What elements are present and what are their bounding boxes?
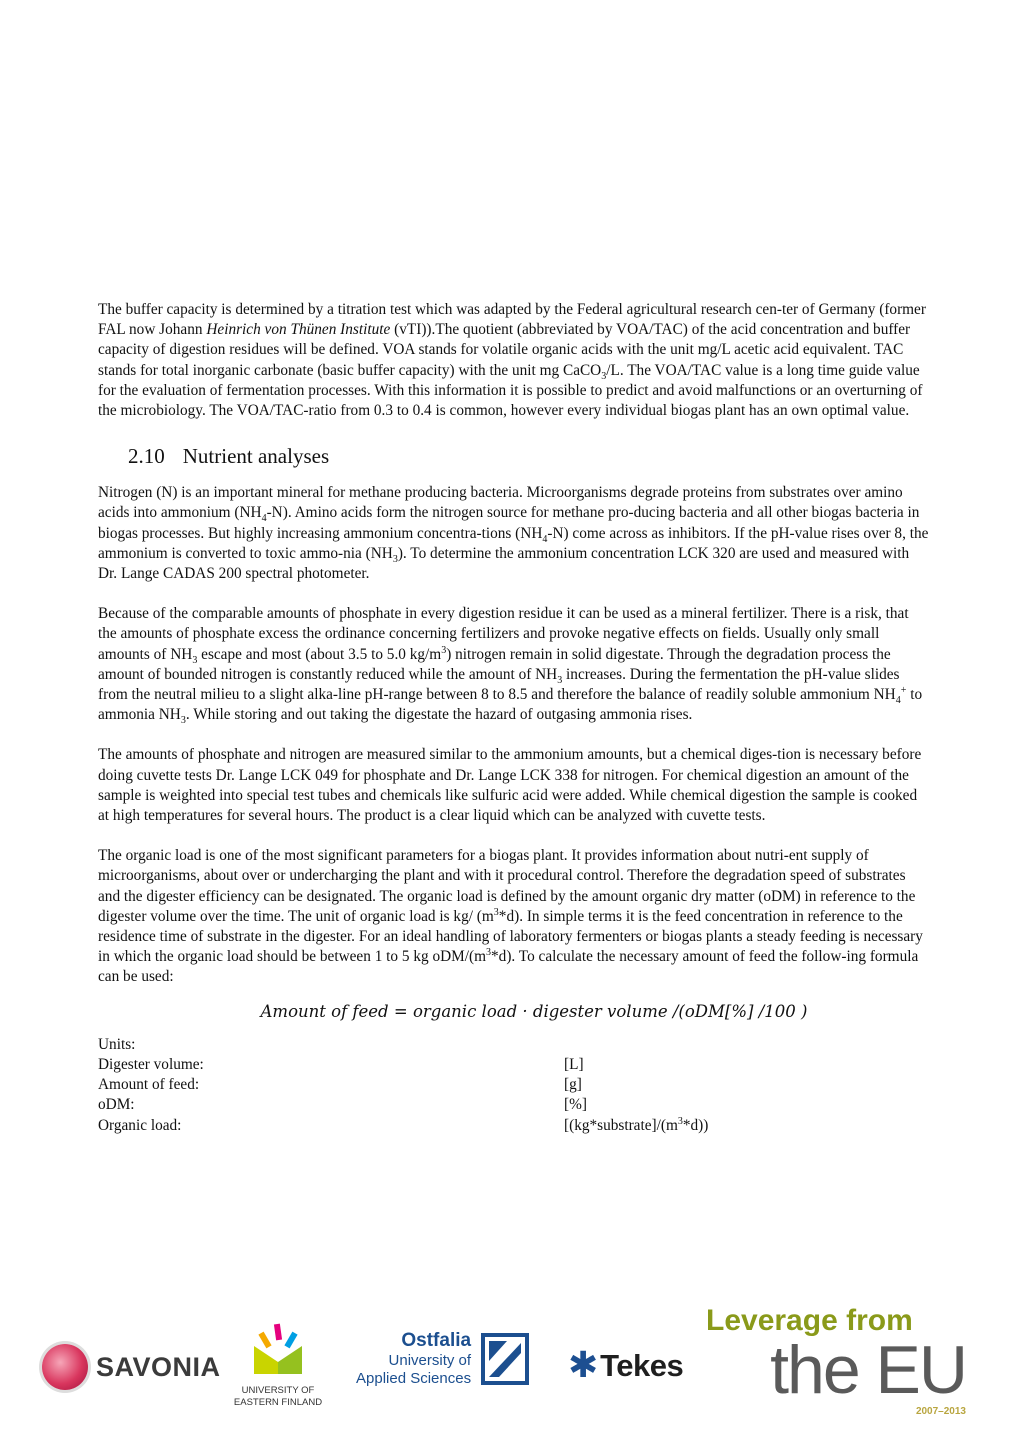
units-row: oDM: [%] (98, 1096, 587, 1114)
paragraph-buffer-capacity: The buffer capacity is determined by a titration test which was adapted by the Federal agricultural research cen-ter of Germany (former FAL now Johann Heinrich von Thünen Institute (vTI)).The quotient (abbreviated by VOA/TAC) of the acid concentration and buffer capacity of digestion residues will be defined. VOA stands for volatile organic acids with the unit mg/L acetic acid equivalent. TAC stands for total inorganic carbonate (basic buffer capacity) with the unit mg CaCO$_3$/L. The VOA/TAC value is a long time guide value for the evaluation of fermentation processes. With this information it is possible to predict and avoid malfunctions or an overturning of the microbiology. The VOA/TAC-ratio from 0.3 to 0.4 is common, however every individual biogas plant has an own optimal value. (98, 301, 926, 420)
section-title: Nutrient analyses (182, 444, 330, 469)
units-list (98, 1035, 930, 1136)
units-row: Digester volume: [L] (98, 1055, 584, 1073)
paragraph-phosphate: Because of the comparable amounts of phosphate in every digestion residue it can be used as a mineral fertilizer. There is a risk, that the amounts of phosphate excess the ordinance concerning fertilizers and provoke negative effects on fields. Usually only small amounts of $NH_3$ escape and most (about 3.5 to 5.0 $kg/m^3$) nitrogen remain in solid digestate. Through the degradation process the amount of bounded nitrogen is constantly reduced while the amount of $NH_3$ increases. During the fermentation the pH-value slides from the neutral milieu to a slight alka-line pH-range between 8 to 8.5 and therefore the balance of readily soluble ammonium $NH_4^+$ to ammonia $NH_3$. While storing and out taking the digestate the hazard of outgasing ammonia rises. (98, 605, 923, 727)
ostfalia-logo: Ostfalia University of Applied Sciences (356, 1330, 529, 1388)
paragraph-organic-load: The organic load is one of the most significant parameters for a biogas plant. It provides information about nutri-ent supply of microorganisms, about over or undercharging the plant and with it procedural control. Therefore the degradation speed of substrates and the digester efficiency can be designated. The organic load is defined by the amount organic dry matter (oDM) in reference to the digester volume over the time. The unit of organic load is kg/ $(m^3*d)$. In simple terms it is the feed concentration in reference to the residence time of substrate in the digester. For an ideal handling of laboratory fermenters or biogas plants a steady feeding is necessary in which the organic load should be between 1 to 5 kg oDM/$(m^3*d)$. To calculate the necessary amount of feed the follow-ing formula can be used: (98, 847, 923, 986)
tekes-star-icon: ✱ (568, 1345, 599, 1386)
units-row: Organic load: $[(kg*substrate]/(m^3*d))$ (98, 1115, 709, 1134)
paragraph-digestion: The amounts of phosphate and nitrogen are measured similar to the ammonium amounts, but a chemical diges-tion is necessary before doing cuvette tests Dr. Lange LCK 049 for phosphate and Dr. Lange LCK 338 for nitrogen. For chemical digestion an amount of the sample is weighted into special test tubes and chemicals like sulfuric acid were added. While chemical digestion the sample is cooked at high temperatures for several hours. The product is a clear liquid which can be analyzed with cuvette tests. (98, 746, 922, 825)
institute-name: Heinrich von Thünen Institute (206, 321, 391, 339)
leverage-eu-logo: Leverage from the EU 2007–2013 (706, 1304, 966, 1417)
footer-logos (0, 1300, 1024, 1448)
ostfalia-mark-icon (481, 1333, 529, 1385)
feed-formula: Amount of feed = organic load · digester volume /(oDM[%] /100 ) (260, 1001, 808, 1021)
section-heading (128, 443, 930, 469)
section-number: 2.10 (128, 444, 165, 469)
savonia-mark-icon (42, 1344, 88, 1390)
document-body (98, 300, 930, 1136)
tekes-logo: ✱ Tekes (568, 1345, 684, 1386)
uef-logo: UNIVERSITY OF EASTERN FINLAND (226, 1322, 330, 1409)
units-title: Units: (98, 1035, 136, 1053)
uef-mark-icon (248, 1322, 308, 1376)
units-row: Amount of feed: [g] (98, 1076, 582, 1094)
paragraph-nitrogen: Nitrogen (N) is an important mineral for methane producing bacteria. Microorganisms degrade proteins from substrates over amino acids into ammonium $(NH_4-N)$. Amino acids form the nitrogen source for methane pro-ducing bacteria and all other biogas bacteria in biogas processes. But highly increasing ammonium concentra-tions $(NH_4-N)$ come across as inhibitors. If the pH-value rises over 8, the ammonium is converted to toxic ammo-nia $(NH_3)$. To determine the ammonium concentration LCK 320 are used and measured with Dr. Lange CADAS 200 spectral photometer. (98, 484, 929, 583)
savonia-logo: SAVONIA (42, 1344, 221, 1390)
